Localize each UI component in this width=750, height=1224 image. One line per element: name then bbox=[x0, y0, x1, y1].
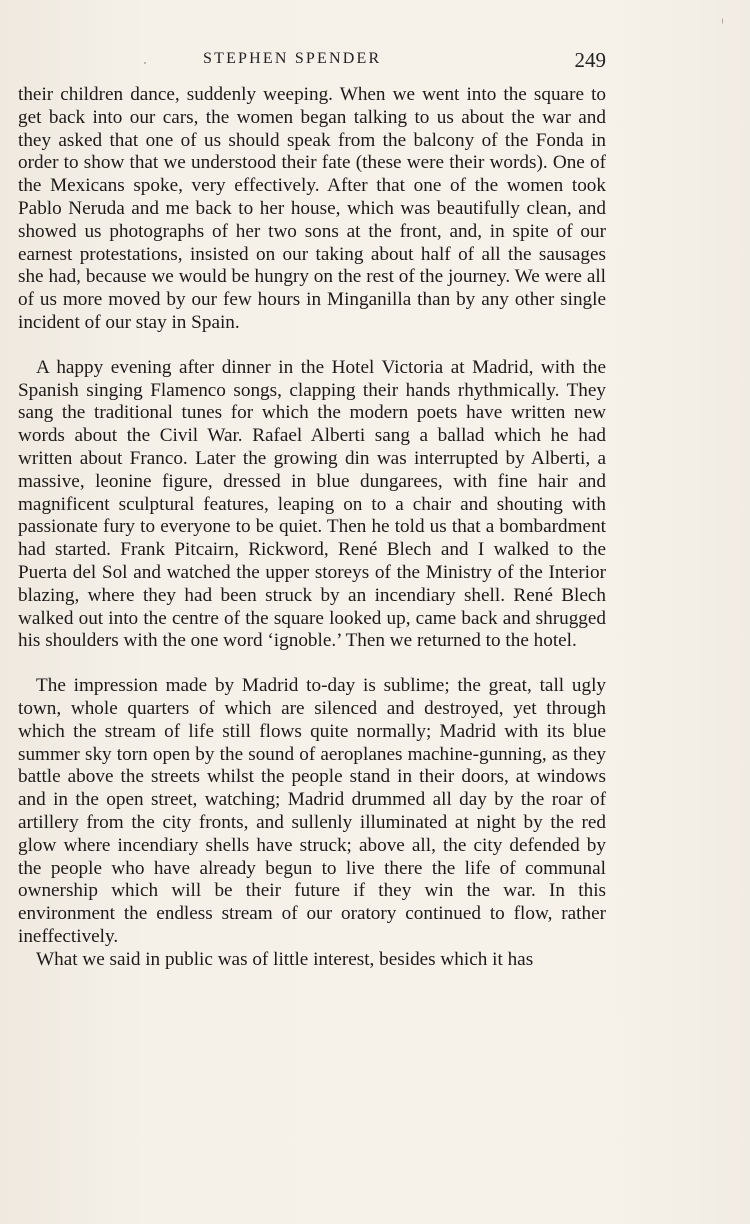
paragraph-3: The impression made by Madrid to-day is sublime; the great, tall ugly town, whole quarters of which are silenced and destroyed, yet through which the stream of life still flows quite normally; Madrid with its blue summer sky torn open by the sound of aeroplanes machine-gunning, as they battle above the streets whilst the people stand in their doors, at windows and in the open street, watching; Madrid drummed all day by the roar of artillery from the city fronts, and sullenly illuminated at night by the red glow where incendiary shells have struck; above all, the city defended by the people who have already begun to live there the life of communal ownership which will be their future if they win the war. In this environment the endless stream of our oratory continued to flow, rather ineffectively. bbox=[18, 675, 606, 947]
paragraph-1: their children dance, suddenly weeping. When we went into the square to get back into our cars, the women began talking to us about the war and they asked that one of us should speak from the balcony of the Fonda in order to show that we understood their fate (these were their words). One of the Mexicans spoke, very effectively. After that one of the women took Pablo Neruda and me back to her house, which was beautifully clean, and showed us photographs of her two sons at the front, and, in spite of our earnest protestations, insisted on our taking about half of all the sausages she had, because we would be hungry on the rest of the journey. We were all of us more moved by our few hours in Minganilla than by any other single incident of our stay in Spain. bbox=[18, 84, 606, 333]
page-number: 249 bbox=[574, 48, 606, 72]
paper-speck bbox=[722, 18, 723, 24]
body-text bbox=[18, 84, 606, 971]
running-head: STEPHEN SPENDER bbox=[203, 50, 382, 67]
paragraph-4: What we said in public was of little interest, besides which it has bbox=[36, 948, 534, 970]
paragraph-2: A happy evening after dinner in the Hotel Victoria at Madrid, with the Spanish singing Flamenco songs, clapping their hands rhythmically. They sang the traditional tunes for which the modern poets have written new words about the Civil War. Rafael Alberti sang a ballad which he had written about Franco. Later the growing din was interrupted by Alberti, a massive, leonine figure, dressed in blue dungarees, with fine hair and magnificent sculptural features, leaping on to a chair and shouting with passionate fury to everyone to be quiet. Then he told us that a bombardment had started. Frank Pitcairn, Rickword, René Blech and I walked to the Puerta del Sol and watched the upper storeys of the Ministry of the Interior blazing, where they had been struck by an incendiary shell. René Blech walked out into the centre of the square looked up, came back and shrugged his shoulders with the one word ‘ignoble.’ Then we returned to the hotel. bbox=[18, 356, 606, 652]
page-header bbox=[18, 48, 606, 74]
